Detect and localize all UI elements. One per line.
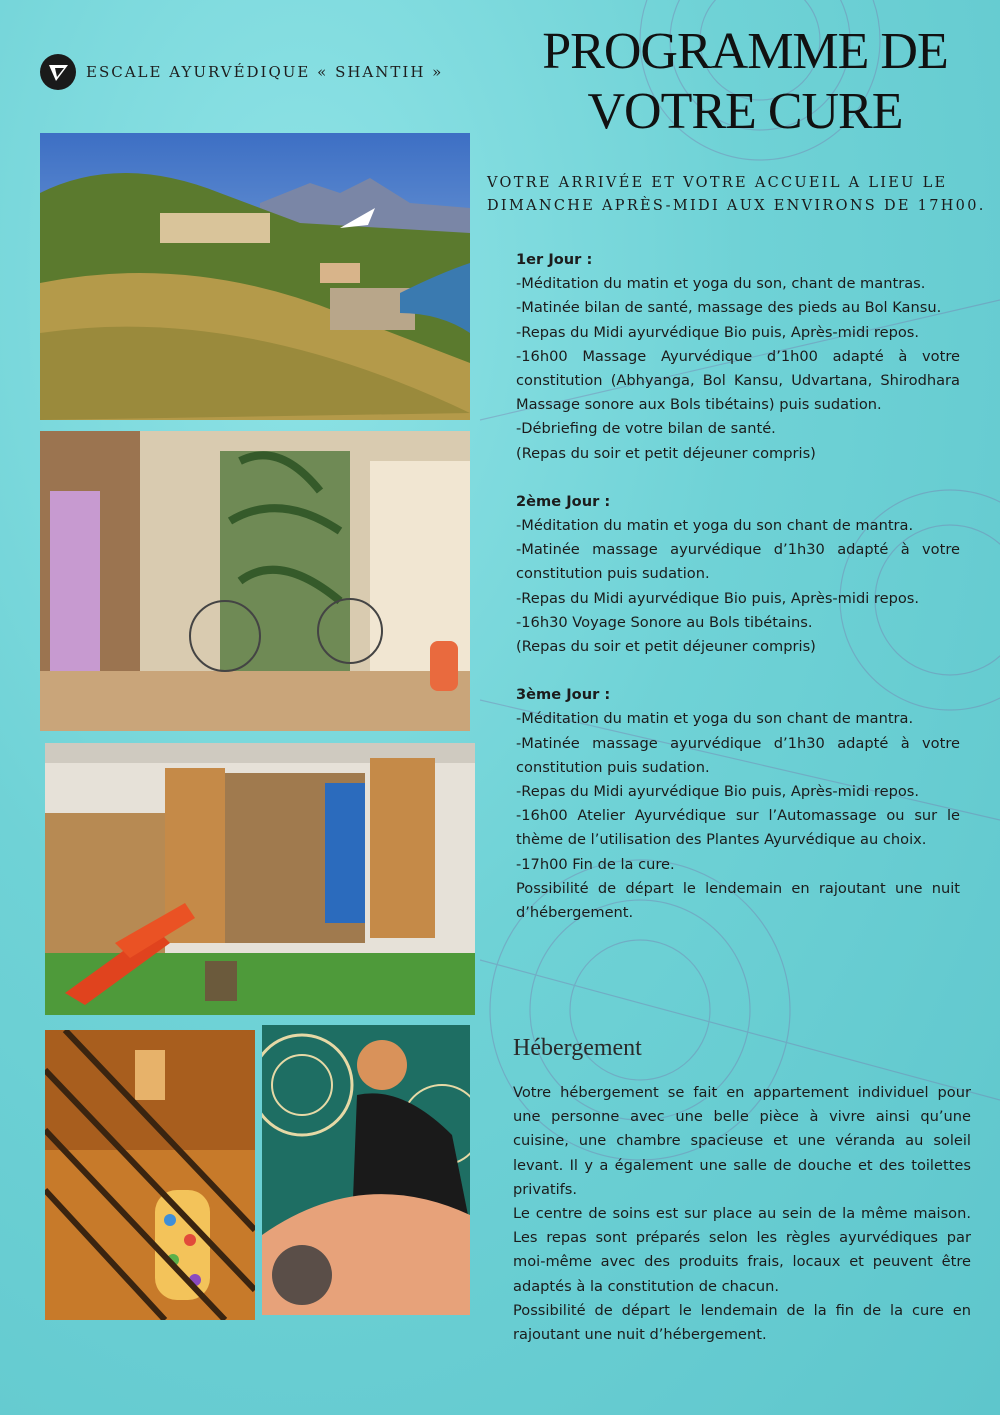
landscape-photo <box>40 133 470 420</box>
day-line: -Matinée massage ayurvédique d’1h30 adapté à votre constitution puis sudation. <box>516 541 960 583</box>
day-line: -16h30 Voyage Sonore au Bols tibétains. <box>516 613 813 631</box>
day-line: (Repas du soir et petit déjeuner compris) <box>516 444 816 462</box>
day-line: -Matinée massage ayurvédique d’1h30 adapté à votre constitution puis sudation. <box>516 734 960 776</box>
day-title: 1er Jour : <box>516 251 593 268</box>
day-3 <box>516 683 960 925</box>
brand-name: ESCALE AYURVÉDIQUE « SHANTIH » <box>86 63 444 81</box>
day-line: -Méditation du matin et yoga du son chant de mantra. <box>516 517 914 535</box>
terrace-photo <box>45 743 475 1015</box>
relaxation-room-photo <box>40 431 470 731</box>
day-line: -16h00 Atelier Ayurvédique sur l’Automassage ou sur le thème de l’utilisation des Plantes Ayurvédique au choix. <box>516 807 960 849</box>
massage-photo <box>262 1025 470 1315</box>
day-line: -17h00 Fin de la cure. <box>516 855 675 873</box>
triangle-arrow-logo <box>40 54 76 90</box>
day-2 <box>516 490 960 659</box>
hebergement-paragraph: Votre hébergement se fait en appartement individuel pour une personne avec une belle pièce à vivre ainsi qu’une cuisine, une chambre spacieuse et une véranda au soleil levant. Il y a également une salle de douche et des toilettes privatifs. <box>513 1084 971 1198</box>
day-line: -Repas du Midi ayurvédique Bio puis, Après-midi repos. <box>516 589 920 607</box>
hebergement-title: Hébergement <box>513 1035 642 1061</box>
day-line: -Méditation du matin et yoga du son chant de mantra. <box>516 710 914 728</box>
brand <box>40 54 443 90</box>
day-line: -Matinée bilan de santé, massage des pieds au Bol Kansu. <box>516 299 942 317</box>
day-line: Possibilité de départ le lendemain en rajoutant une nuit d’hébergement. <box>516 879 960 922</box>
hebergement-paragraph: Possibilité de départ le lendemain de la fin de la cure en rajoutant une nuit d’hébergement. <box>513 1301 971 1344</box>
day-line: (Repas du soir et petit déjeuner compris) <box>516 638 816 656</box>
hebergement-text <box>513 1081 971 1347</box>
day-line: -Débriefing de votre bilan de santé. <box>516 420 776 438</box>
day-title: 2ème Jour : <box>516 492 611 510</box>
day-title: 3ème Jour : <box>516 686 611 704</box>
day-1 <box>516 248 960 466</box>
day-line: -Repas du Midi ayurvédique Bio puis, Après-midi repos. <box>516 323 920 341</box>
lamp-photo <box>45 1030 255 1320</box>
program-days <box>516 248 960 949</box>
hebergement-paragraph: Le centre de soins est sur place au sein de la même maison. Les repas sont préparés selon les règles ayurvédiques par moi-même avec des produits frais, locaux et peuvent être adaptés à la constitution de chacun. <box>513 1205 971 1295</box>
page-title: PROGRAMME DE VOTRE CURE <box>542 23 948 140</box>
day-line: -Repas du Midi ayurvédique Bio puis, Après-midi repos. <box>516 783 920 801</box>
arrival-intro: VOTRE ARRIVÉE ET VOTRE ACCUEIL A LIEU LE DIMANCHE APRÈS-MIDI AUX ENVIRONS DE 17H00. <box>487 175 986 214</box>
day-line: -Méditation du matin et yoga du son, chant de mantras. <box>516 275 926 293</box>
day-line: -16h00 Massage Ayurvédique d’1h00 adapté à votre constitution (Abhyanga, Bol Kansu, Udvartana, Shirodhara Massage sonore aux Bols tibétains) puis sudation. <box>516 347 960 414</box>
